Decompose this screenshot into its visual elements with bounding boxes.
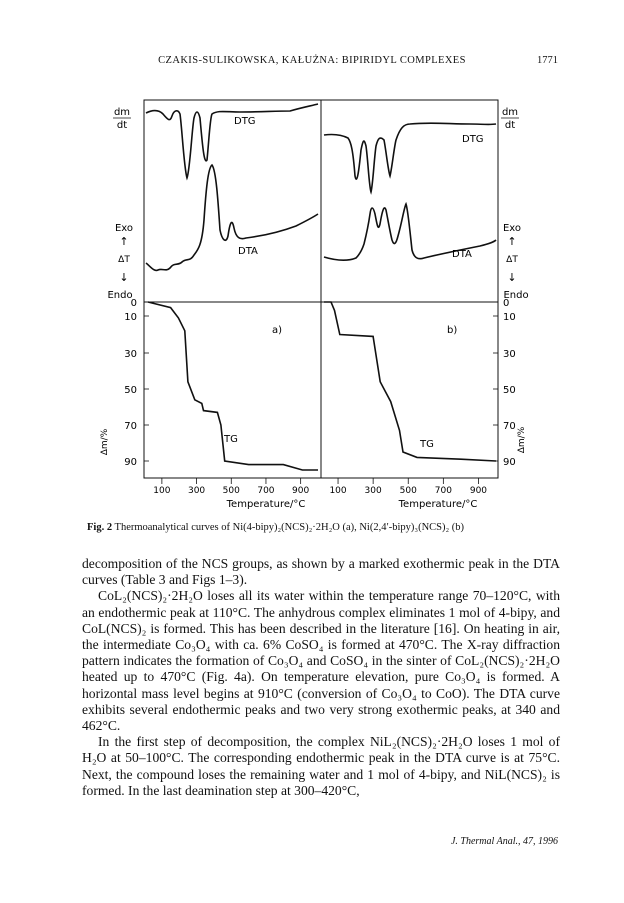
y-tick-left-70: 70 <box>124 421 137 432</box>
y-tick-left-90: 90 <box>124 457 137 468</box>
left-y-ticks <box>124 298 149 468</box>
caption-text: Thermoanalytical curves of Ni(4-bipy)₂(NCS)₂·2H₂O (a), Ni(2,4′-bipy)₃(NCS)₂ (b) <box>114 522 465 533</box>
y-tick-right-70: 70 <box>503 421 516 432</box>
right-endo-label: Endo <box>503 290 529 301</box>
page-number: 1771 <box>537 55 558 66</box>
dta-curve-a <box>146 165 318 270</box>
left-mass-label: Δm/% <box>100 428 110 456</box>
right-dt-axis-label: ΔT <box>506 255 518 265</box>
journal-footer: J. Thermal Anal., 47, 1996 <box>450 836 558 847</box>
x-tick-a-100: 100 <box>153 486 171 496</box>
tg-label-a: TG <box>224 434 238 445</box>
x-tick-a-700: 700 <box>257 486 275 496</box>
left-dm-label: dm <box>113 107 131 118</box>
right-y-ticks <box>493 298 516 468</box>
x-axis-label-b: Temperature/°C <box>398 499 478 510</box>
left-dt-label: dt <box>116 120 128 131</box>
right-dt-label: dt <box>504 120 516 131</box>
left-endo-label: Endo <box>107 290 133 301</box>
y-tick-right-30: 30 <box>503 349 516 360</box>
x-tick-b-100: 100 <box>329 486 347 496</box>
y-tick-right-50: 50 <box>503 385 516 396</box>
tg-curve-b <box>324 302 496 461</box>
x-axis-label-a: Temperature/°C <box>226 499 306 510</box>
figure-caption <box>87 522 557 533</box>
x-tick-a-900: 900 <box>292 486 310 496</box>
panel-tag-a: a) <box>272 325 283 336</box>
paragraph-2: CoL₂(NCS)₂·2H₂O loses all its water within the temperature range 70–120°C, with an endothermic peak at 110°C. The anhydrous complex eliminates 1 mol of 4-bipy, and CoL(NCS)₂ is formed. This has been described in the literature [16]. On heating in air, the intermediate Co₃O₄ with ca. 6% CoSO₄ is formed at 470°C. The X-ray diffraction pattern indicates the formation of Co₃O₄ and CoSO₄ in the sinter of CoL₂(NCS)₂·2H₂O heated up to 470°C (Fig. 4a). On temperature elevation, pure Co₃O₄ is formed. A horizontal mass level begins at 910°C (conversion of Co₃O₄ to CoO). The DTA curve exhibits several endothermic peaks and two very strong exothermic peaks, at 340 and 462°C. <box>82 588 560 734</box>
right-dm-label: dm <box>501 107 519 118</box>
y-tick-left-10: 10 <box>124 312 137 323</box>
body-text <box>82 556 560 799</box>
left-down-arrow: ↓ <box>119 271 129 284</box>
x-tick-a-500: 500 <box>222 486 240 496</box>
dtg-label-a: DTG <box>234 116 256 127</box>
left-exo-label: Exo <box>114 223 134 234</box>
dtg-label-b: DTG <box>462 134 484 145</box>
y-tick-left-50: 50 <box>124 385 137 396</box>
paragraph-3: In the first step of decomposition, the complex NiL₂(NCS)₂·2H₂O loses 1 mol of H₂O at 50–100°C. The corresponding endothermic peak in the DTA curve is at 75°C. Next, the compound loses the remaining water and 1 mol of 4-bipy, and NiL(NCS)₂ is formed. In the last deamination step at 300–420°C, <box>82 734 560 798</box>
caption-label: Fig. 2 <box>87 522 113 533</box>
y-tick-right-10: 10 <box>503 312 516 323</box>
tg-label-b: TG <box>420 439 434 450</box>
x-ticks <box>153 478 487 496</box>
paragraph-1: decomposition of the NCS groups, as shown by a marked exothermic peak in the DTA curves (Table 3 and Figs 1–3). <box>82 556 560 588</box>
right-exo-label: Exo <box>502 223 522 234</box>
left-up-arrow: ↑ <box>119 235 129 248</box>
x-tick-b-500: 500 <box>399 486 417 496</box>
right-up-arrow: ↑ <box>507 235 517 248</box>
right-down-arrow: ↓ <box>507 271 517 284</box>
y-tick-left-0: 0 <box>130 298 137 309</box>
y-tick-right-90: 90 <box>503 457 516 468</box>
dta-label-a: DTA <box>238 246 258 257</box>
y-tick-right-0: 0 <box>503 298 510 309</box>
dtg-curve-a <box>146 104 318 178</box>
x-tick-b-900: 900 <box>469 486 488 496</box>
x-tick-a-300: 300 <box>187 486 206 496</box>
x-tick-b-300: 300 <box>364 486 382 496</box>
running-title: CZAKIS-SULIKOWSKA, KAŁUŻNA: BIPIRIDYL COMPLEXES <box>158 55 466 66</box>
dta-label-b: DTA <box>452 249 472 260</box>
panel-tag-b: b) <box>447 325 458 336</box>
right-mass-label: Δm/% <box>517 426 527 454</box>
y-tick-left-30: 30 <box>124 349 137 360</box>
x-tick-b-700: 700 <box>434 486 452 496</box>
left-dt-axis-label: ΔT <box>118 255 130 265</box>
